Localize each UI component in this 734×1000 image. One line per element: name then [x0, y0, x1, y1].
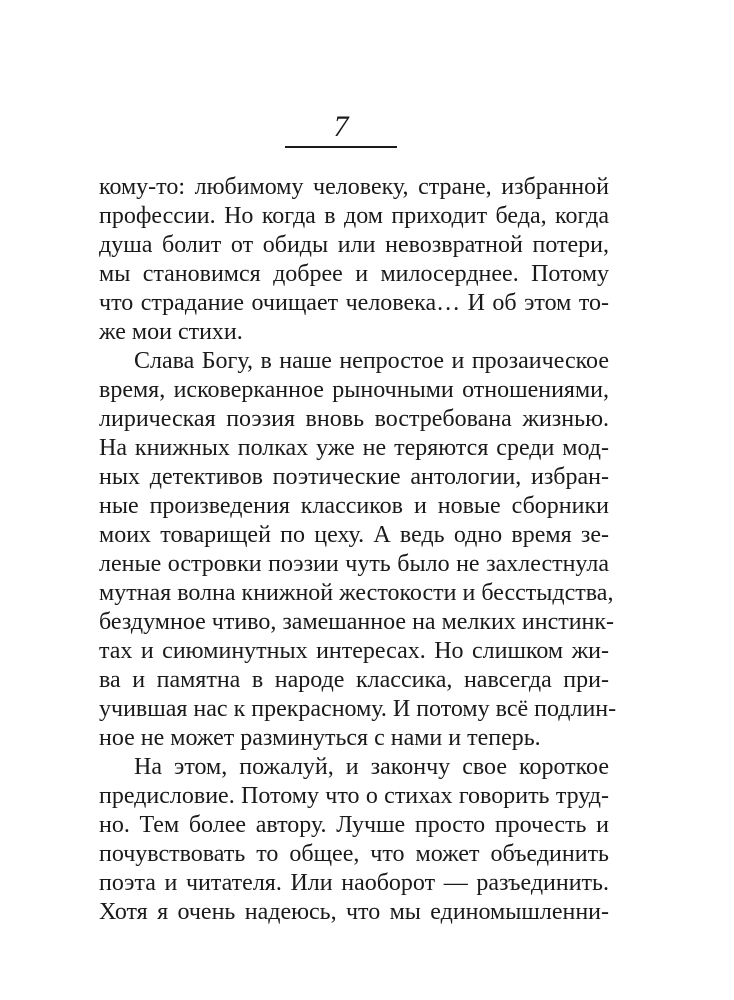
text-line: бездумное чтиво, замешанное на мелких инстинк-: [99, 609, 615, 635]
text-line: На книжных полках уже не теряются среди мод-: [99, 435, 609, 461]
text-line: мы становимся добрее и милосерднее. Потому: [99, 261, 609, 287]
text-line: время, исковерканное рыночными отношениями,: [99, 377, 609, 403]
body-text: [99, 173, 617, 927]
page-number: 7: [333, 110, 349, 143]
text-line: ных детективов поэтические антологии, избран-: [99, 464, 609, 490]
text-line: почувствовать то общее, что может объединить: [99, 841, 609, 867]
text-line: поэта и читателя. Или наоборот — разъединить.: [99, 870, 609, 896]
paragraph: [99, 173, 609, 347]
text-line: лирическая поэзия вновь востребована жизнью.: [99, 406, 609, 432]
text-line: Хотя я очень надеюсь, что мы единомышленни-: [99, 899, 609, 925]
text-line: душа болит от обиды или невозвратной потери,: [99, 232, 609, 258]
text-line: что страдание очищает человека… И об этом то-: [99, 290, 609, 316]
page-header: [285, 110, 397, 148]
paragraph: [99, 347, 617, 753]
text-line: леные островки поэзии чуть было не захлестнула: [99, 551, 609, 577]
text-line: же мои стихи.: [99, 319, 243, 345]
text-line: моих товарищей по цеху. А ведь одно время зе-: [99, 522, 609, 548]
text-line: тах и сиюминутных интересах. Но слишком жи-: [99, 638, 609, 664]
text-line: ное не может разминуться с нами и теперь.: [99, 725, 541, 751]
text-line: мутная волна книжной жестокости и бесстыдства,: [99, 580, 614, 606]
text-line: но. Тем более автору. Лучше просто прочесть и: [99, 812, 609, 838]
text-line: профессии. Но когда в дом приходит беда, когда: [99, 203, 609, 229]
text-line: Слава Богу, в наше непростое и прозаическое: [134, 348, 609, 374]
text-line: ные произведения классиков и новые сборники: [99, 493, 609, 519]
text-line: предисловие. Потому что о стихах говорить труд-: [99, 783, 609, 809]
text-line: учившая нас к прекрасному. И потому всё подлин-: [99, 696, 617, 722]
paragraph: [99, 753, 609, 927]
header-rule: [285, 146, 397, 148]
text-line: На этом, пожалуй, и закончу свое короткое: [134, 754, 609, 780]
text-line: кому-то: любимому человеку, стране, избранной: [99, 174, 609, 200]
text-line: ва и памятна в народе классика, навсегда при-: [99, 667, 609, 693]
